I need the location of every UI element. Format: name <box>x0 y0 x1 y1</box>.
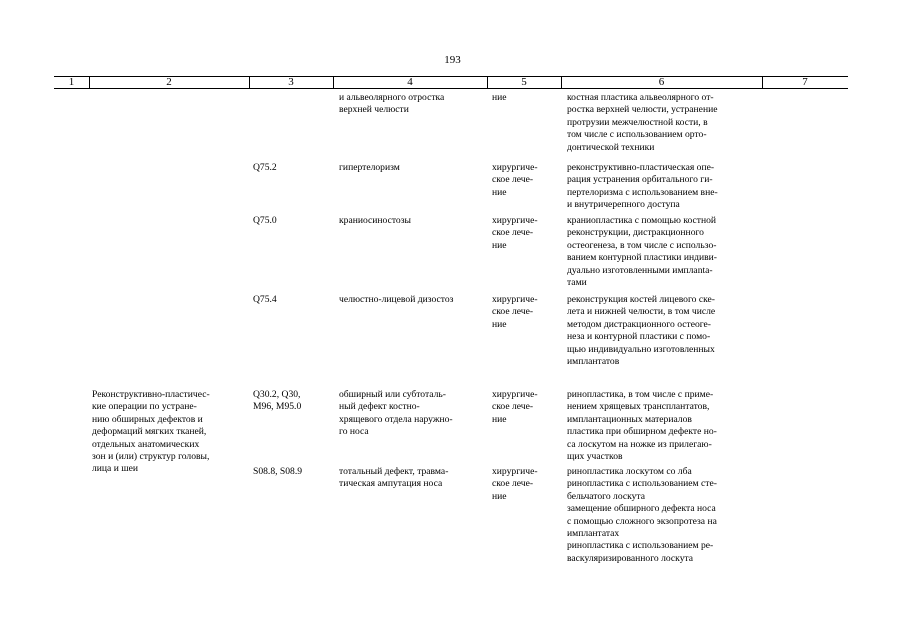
method-cell: ринопластика лоскутом со лба ринопластика с использованием сте- бельчатого лоскута замещение обширного дефекта носа с помощью сложного экзопротеза на имплантатах ринопластика с использованием ре- васкуляризированного лоскута <box>567 466 717 564</box>
column-number-1: 1 <box>68 76 75 88</box>
column-number-5: 5 <box>521 76 527 88</box>
table-header-bottom-border <box>54 88 848 89</box>
treatment-cell: хирургиче- ское лече- ние <box>492 215 538 251</box>
code-cell: Q75.2 <box>253 162 277 173</box>
diagnosis-cell: челюстно-лицевой дизостоз <box>339 294 454 305</box>
diagnosis-cell: обширный или субтоталь- ный дефект костно- хрящевого отдела наружно- го носа <box>339 389 453 438</box>
section-cell: Реконструктивно-пластичес- кие операции по устране- нию обширных дефектов и деформаций мягких тканей, отдельных анатомических зон и (или) структур головы, лица и шеи <box>92 389 210 475</box>
diagnosis-cell: и альвеолярного отростка верхней челюсти <box>339 92 445 116</box>
code-cell: Q75.4 <box>253 294 277 305</box>
diagnosis-cell: краниосиностозы <box>339 215 411 226</box>
method-cell: краниопластика с помощью костной реконструкции, дистракционного остеогенеза, в том числе с использо- ванием контурной пластики индиви- дуально изготовленными имплanta- тами <box>567 215 717 289</box>
treatment-cell: хирургиче- ское лече- ние <box>492 466 538 502</box>
code-cell: Q30.2, Q30, M96, M95.0 <box>253 389 302 413</box>
treatment-cell: хирургиче- ское лече- ние <box>492 162 538 198</box>
code-cell: Q75.0 <box>253 215 277 226</box>
method-cell: костная пластика альвеолярного от- ростка верхней челюсти, устранение протрузии межчелюстной кости, в том числе с использованием орто- донтической техники <box>567 92 718 153</box>
treatment-cell: хирургиче- ское лече- ние <box>492 294 538 330</box>
diagnosis-cell: тотальный дефект, травма- тическая ампутация носа <box>339 466 449 490</box>
treatment-cell: ние <box>492 92 507 103</box>
method-cell: реконструкция костей лицевого ске- лета и нижней челюсти, в том числе методом дистракционного остеоге- неза и контурной пластики с помо- щью индивидуально изготовленных имплантатов <box>567 294 716 368</box>
column-number-3: 3 <box>288 76 294 88</box>
method-cell: реконструктивно-пластическая опе- рация устранения орбитального ги- пертелоризма с использованием вне- и внутричерепного доступа <box>567 162 718 211</box>
diagnosis-cell: гипертелоризм <box>339 162 400 173</box>
column-number-2: 2 <box>166 76 172 88</box>
column-number-6: 6 <box>658 76 665 88</box>
method-cell: ринопластика, в том числе с приме- нением хрящевых трансплантатов, имплантационных материалов пластика при обширном дефекте но- са лоскутом на ножке из прилегаю- щих участков <box>567 389 717 463</box>
page-number: 193 <box>444 54 461 66</box>
code-cell: S08.8, S08.9 <box>253 466 303 477</box>
treatment-cell: хирургиче- ское лече- ние <box>492 389 538 425</box>
column-number-4: 4 <box>407 76 413 88</box>
column-number-7: 7 <box>802 76 808 88</box>
